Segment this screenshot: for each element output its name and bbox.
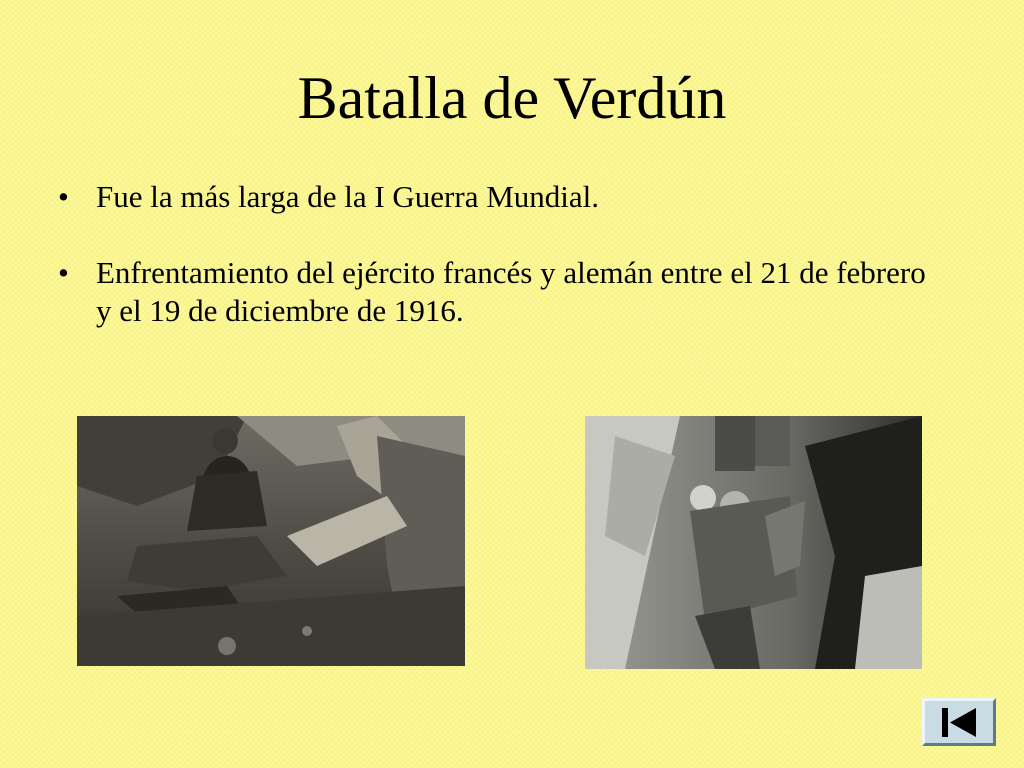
photo-trench-soldiers-image xyxy=(77,416,465,666)
photo-carrying-wounded-image xyxy=(585,416,922,669)
slide-title: Batalla de Verdún xyxy=(297,65,727,131)
bullet-text: Fue la más larga de la I Guerra Mundial. xyxy=(96,179,600,214)
photo-trench-soldiers xyxy=(77,416,465,666)
photo-carrying-wounded xyxy=(585,416,922,669)
first-slide-button[interactable] xyxy=(922,698,996,746)
bullet-list xyxy=(58,178,938,330)
first-slide-icon xyxy=(939,706,979,739)
bullet-text: Enfrentamiento del ejército francés y alemán entre el 21 de febrero y el 19 de diciembre de 1916. xyxy=(96,255,926,328)
bullet-marker: • xyxy=(58,179,69,214)
bullet-item xyxy=(58,254,938,330)
bullet-item xyxy=(58,178,938,216)
bullet-marker: • xyxy=(58,255,69,290)
